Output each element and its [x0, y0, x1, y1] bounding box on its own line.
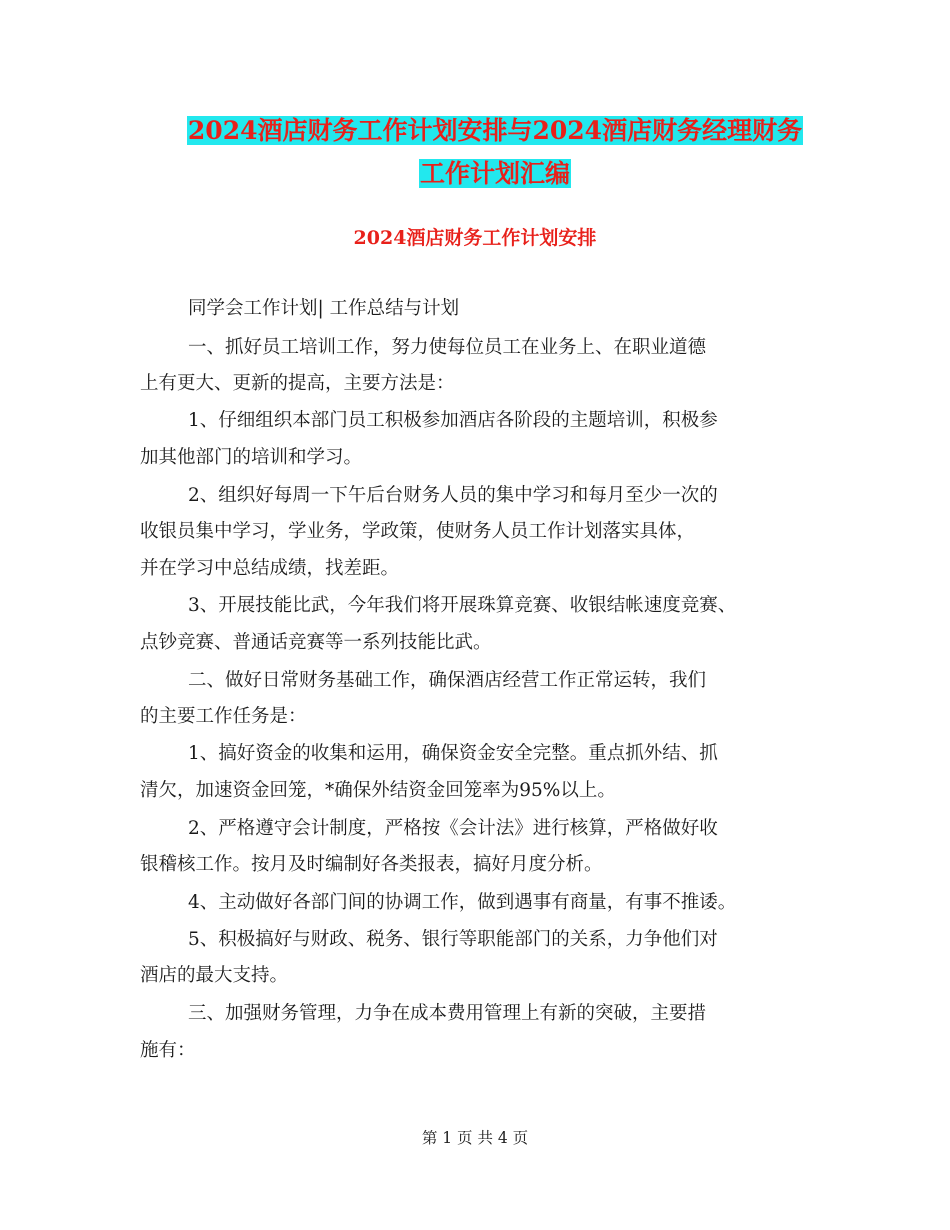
document-title-line-1: 2024酒店财务工作计划安排与2024酒店财务经理财务 [187, 116, 803, 145]
document-title-line-2: 工作计划汇编 [419, 159, 570, 188]
body-line: 银稽核工作。按月及时编制好各类报表，搞好月度分析。 [140, 854, 603, 875]
body-line: 4、主动做好各部门间的协调工作，做到遇事有商量，有事不推诿。 [188, 892, 737, 913]
body-line: 加其他部门的培训和学习。 [140, 447, 363, 468]
body-line: 并在学习中总结成绩，找差距。 [140, 558, 400, 579]
body-line: 2、组织好每周一下午后台财务人员的集中学习和每月至少一次的 [188, 485, 718, 506]
body-line: 2、严格遵守会计制度，严格按《会计法》进行核算，严格做好收 [188, 818, 718, 839]
body-line: 同学会工作计划| 工作总结与计划 [188, 298, 460, 319]
body-line: 酒店的最大支持。 [140, 965, 289, 986]
body-line: 清欠，加速资金回笼，*确保外结资金回笼率为95%以上。 [140, 780, 616, 801]
body-line: 点钞竞赛、普通话竞赛等一系列技能比武。 [140, 632, 492, 653]
body-line: 二、做好日常财务基础工作，确保酒店经营工作正常运转，我们 [188, 670, 707, 691]
body-line: 收银员集中学习，学业务，学政策，使财务人员工作计划落实具体， [140, 521, 696, 542]
body-line: 1、仔细组织本部门员工积极参加酒店各阶段的主题培训，积极参 [188, 410, 718, 431]
page-footer: 第 1 页 共 4 页 [421, 1129, 529, 1147]
body-line: 的主要工作任务是： [140, 706, 307, 727]
body-line: 3、开展技能比武，今年我们将开展珠算竞赛、收银结帐速度竞赛、 [188, 595, 737, 616]
body-line: 一、抓好员工培训工作，努力使每位员工在业务上、在职业道德 [188, 337, 707, 358]
body-line: 上有更大、更新的提高，主要方法是： [140, 373, 455, 394]
section-title: 2024酒店财务工作计划安排 [353, 227, 597, 249]
body-line: 三、加强财务管理，力争在成本费用管理上有新的突破，主要措 [188, 1003, 707, 1024]
body-line: 5、积极搞好与财政、税务、银行等职能部门的关系，力争他们对 [188, 929, 718, 950]
body-line: 施有： [140, 1040, 196, 1061]
body-line: 1、搞好资金的收集和运用，确保资金安全完整。重点抓外结、抓 [188, 743, 718, 764]
